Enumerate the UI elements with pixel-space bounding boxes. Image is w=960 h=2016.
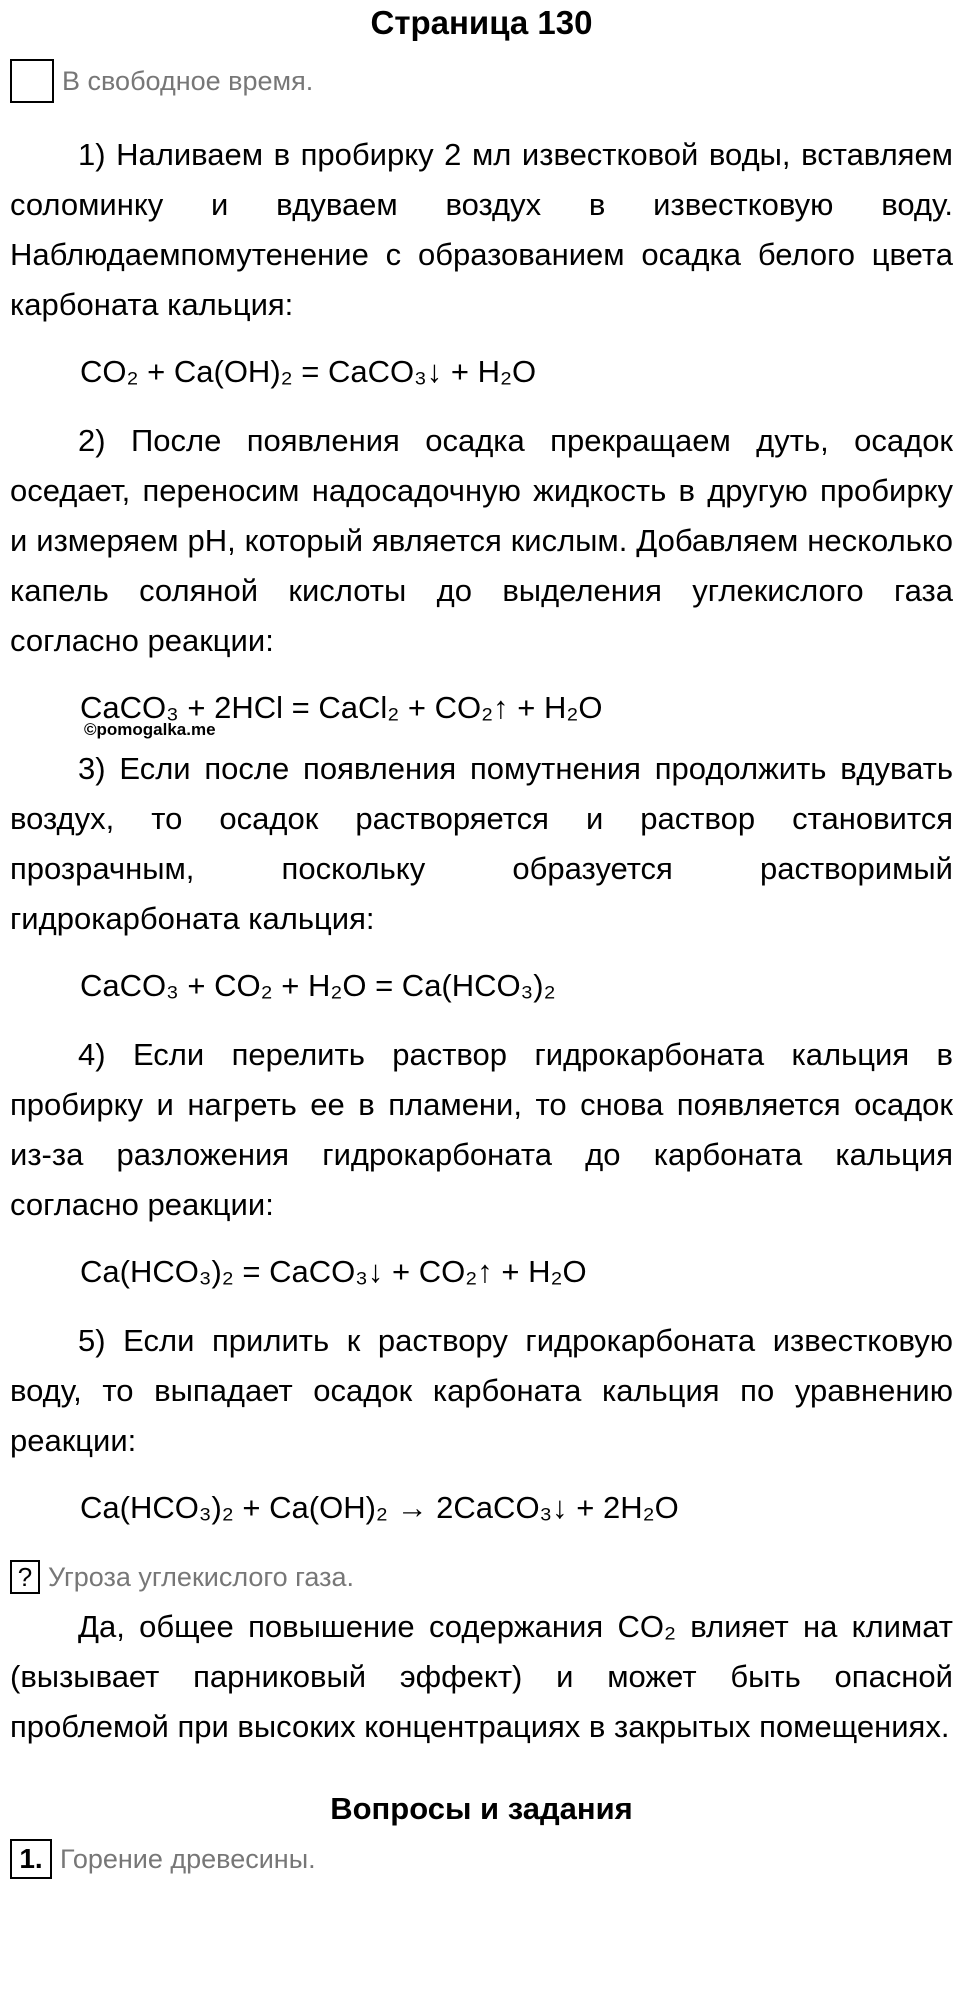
spacer xyxy=(10,106,953,130)
watermark: ©pomogalka.me xyxy=(84,720,216,739)
co2-threat-label: Угроза углекислого газа. xyxy=(48,1561,355,1592)
equation-3: CaCO₃ + CO₂ + H₂O = Ca(HCO₃)₂ xyxy=(80,968,556,1003)
free-time-label: В свободное время. xyxy=(62,65,314,96)
equation-4: Ca(HCO₃)₂ = CaCO₃↓ + CO₂↑ + H₂O xyxy=(80,1254,587,1289)
question-mark-icon: ? xyxy=(10,1560,40,1594)
equation-block-4 xyxy=(10,1230,953,1316)
task-1-label: Горение древесины. xyxy=(60,1843,316,1874)
equation-block-5 xyxy=(10,1466,953,1552)
co2-threat-label-row xyxy=(10,1552,953,1602)
free-time-label-row xyxy=(10,56,953,106)
equation-2: CaCO₃ + 2HCl = CaCl₂ + CO₂↑ + H₂O xyxy=(80,690,603,725)
equation-1: CO₂ + Ca(OH)₂ = CaCO₃↓ + H₂O xyxy=(80,354,537,389)
paragraph-3: 3) Если после появления помутнения продолжить вдувать воздух, то осадок растворяется и раствор становится прозрачным, поскольку образуется растворимый гидрокарбоната кальция: xyxy=(10,751,953,936)
equation-block-2 xyxy=(10,666,953,728)
paragraph-2: 2) После появления осадка прекращаем дуть, осадок оседает, переносим надосадочную жидкость в другую пробирку и измеряем pH, который является кислым. Добавляем несколько капель соляной кислоты до выделения углекислого газа согласно реакции: xyxy=(10,423,953,658)
section-title-questions: Вопросы и задания xyxy=(330,1791,633,1826)
paragraph-5: 5) Если прилить к раствору гидрокарбоната известковую воду, то выпадает осадок карбоната кальция по уравнению реакции: xyxy=(10,1323,953,1458)
equation-block-3 xyxy=(10,944,953,1030)
equation-block-1 xyxy=(10,330,953,416)
paragraph-4: 4) Если перелить раствор гидрокарбоната кальция в пробирку и нагреть ее в пламени, то снова появляется осадок из-за разложения гидрокарбоната до карбоната кальция согласно реакции: xyxy=(10,1037,953,1222)
paragraph-co2: Да, общее повышение содержания CO₂ влияет на климат (вызывает парниковый эффект) и может быть опасной проблемой при высоких концентрациях в закрытых помещениях. xyxy=(10,1609,953,1744)
task-number-badge: 1. xyxy=(10,1839,52,1879)
page xyxy=(10,0,953,1884)
task-1-row xyxy=(10,1834,953,1884)
paragraph-1: 1) Наливаем в пробирку 2 мл известковой воды, вставляем соломинку и вдуваем воздух в известковую воду. Наблюдаемпомутенение с образованием осадка белого цвета карбоната кальция: xyxy=(10,137,953,322)
equation-5: Ca(HCO₃)₂ + Ca(OH)₂ → 2CaCO₃↓ + 2H₂O xyxy=(80,1490,679,1525)
page-title: Страница 130 xyxy=(370,4,593,41)
empty-checkbox-icon xyxy=(10,59,54,103)
